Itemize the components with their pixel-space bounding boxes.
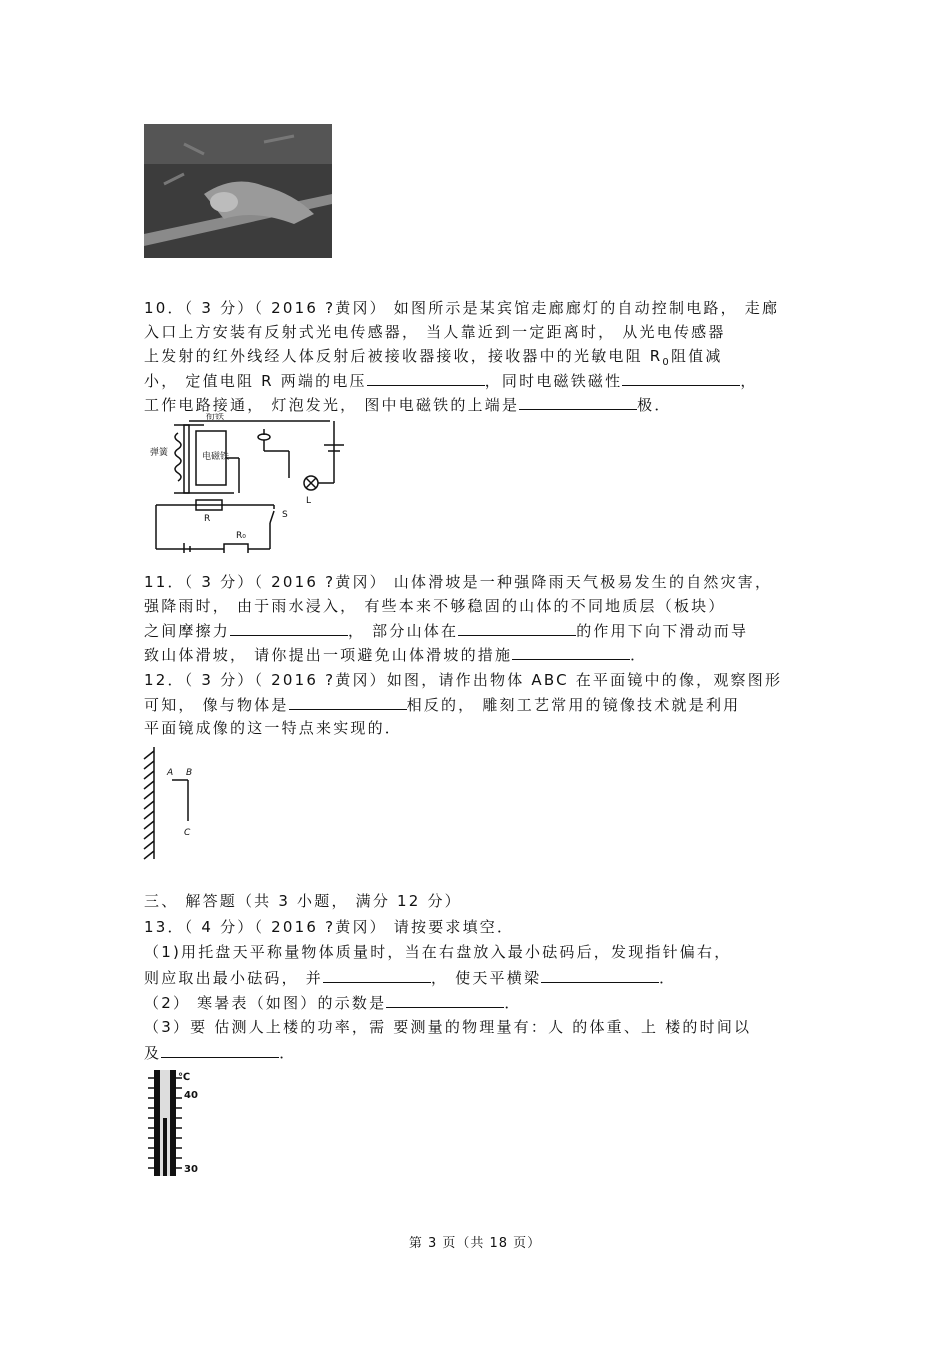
- label-l: L: [306, 496, 312, 506]
- q10-line3: 上发射的红外线经人体反射后被接收器接收，接收器中的光敏电阻 $R_0$阻值减: [144, 347, 723, 368]
- label-s: S: [282, 510, 288, 520]
- answer-blank[interactable]: [289, 694, 407, 710]
- page-footer: 第 3 页（共 18 页）: [408, 1236, 542, 1251]
- q10-line1: 10．（ 3 分）（ 2016 ?黄冈） 如图所示是某宾馆走廊廊灯的自动控制电路， 走廊: [144, 299, 780, 317]
- label-spring: 弹簧: [150, 448, 169, 458]
- label-c: C: [184, 828, 191, 838]
- label-r: R: [204, 514, 211, 524]
- q10-line2: 入口上方安装有反射式光电传感器， 当人靠近到一定距离时， 从光电传感器: [144, 323, 726, 341]
- thermometer: [144, 1068, 214, 1187]
- answer-blank[interactable]: [541, 967, 659, 983]
- q12-line3: 平面镜成像的这一特点来实现的．: [144, 719, 403, 737]
- q11-line3: 之间摩擦力 ， 部分山体在 的作用下向下滑动而导: [144, 622, 749, 640]
- answer-blank[interactable]: [512, 644, 630, 660]
- q10-line5: 工作电路接通， 灯泡发光， 图中电磁铁的上端是 极．: [144, 396, 672, 414]
- label-a: A: [167, 768, 174, 778]
- q12-line1: 12．（ 3 分）（ 2016 ?黄冈）如图，请作出物体 ABC 在平面镜中的像，观察图形: [144, 671, 783, 689]
- answer-blank[interactable]: [622, 370, 740, 386]
- tick-40: 40: [184, 1090, 198, 1101]
- answer-blank[interactable]: [367, 370, 485, 386]
- sports-photo: [144, 124, 332, 258]
- label-b: B: [186, 768, 193, 778]
- q13-line2: （1)用托盘天平称量物体质量时，当在右盘放入最小砝码后，发现指针偏右，: [144, 943, 732, 961]
- label-armature: 衔铁: [206, 413, 225, 422]
- section-heading: 三、 解答题（共 3 小题， 满分 12 分）: [144, 892, 462, 910]
- label-r0: R₀: [236, 531, 246, 541]
- answer-blank[interactable]: [386, 992, 504, 1008]
- answer-blank[interactable]: [458, 620, 576, 636]
- label-electromagnet: 电磁铁: [202, 452, 230, 462]
- tick-30: 30: [184, 1164, 198, 1175]
- q13-line6: 及 ．: [144, 1044, 297, 1062]
- q11-line2: 强降雨时， 由于雨水浸入， 有些本来不够稳固的山体的不同地质层（板块）: [144, 597, 726, 615]
- unit-celsius: ℃: [178, 1072, 191, 1083]
- answer-blank[interactable]: [323, 967, 431, 983]
- circuit-diagram: [144, 413, 354, 557]
- q12-line2: 可知， 像与物体是 相反的， 雕刻工艺常用的镜像技术就是利用: [144, 696, 741, 714]
- q13-line4: （2） 寒暑表（如图）的示数是 ．: [144, 994, 522, 1012]
- answer-blank[interactable]: [161, 1042, 279, 1058]
- q10-line4: 小， 定值电阻 R 两端的电压 ，同时电磁铁磁性 ，: [144, 372, 758, 390]
- q13-line3: 则应取出最小砝码， 并 ， 使天平横梁 ．: [144, 969, 677, 987]
- q11-line4: 致山体滑坡， 请你提出一项避免山体滑坡的措施 ．: [144, 646, 648, 664]
- answer-blank[interactable]: [519, 394, 637, 410]
- mirror-diagram: [140, 745, 210, 867]
- answer-blank[interactable]: [230, 620, 348, 636]
- q13-line5: （3）要 估测人上楼的功率，需 要测量的物理量有：人 的体重、上 楼的时间以: [144, 1018, 752, 1036]
- q13-line1: 13．（ 4 分）（ 2016 ?黄冈） 请按要求填空．: [144, 918, 515, 936]
- q11-line1: 11．（ 3 分）（ 2016 ?黄冈） 山体滑坡是一种强降雨天气极易发生的自然灾害，: [144, 573, 773, 591]
